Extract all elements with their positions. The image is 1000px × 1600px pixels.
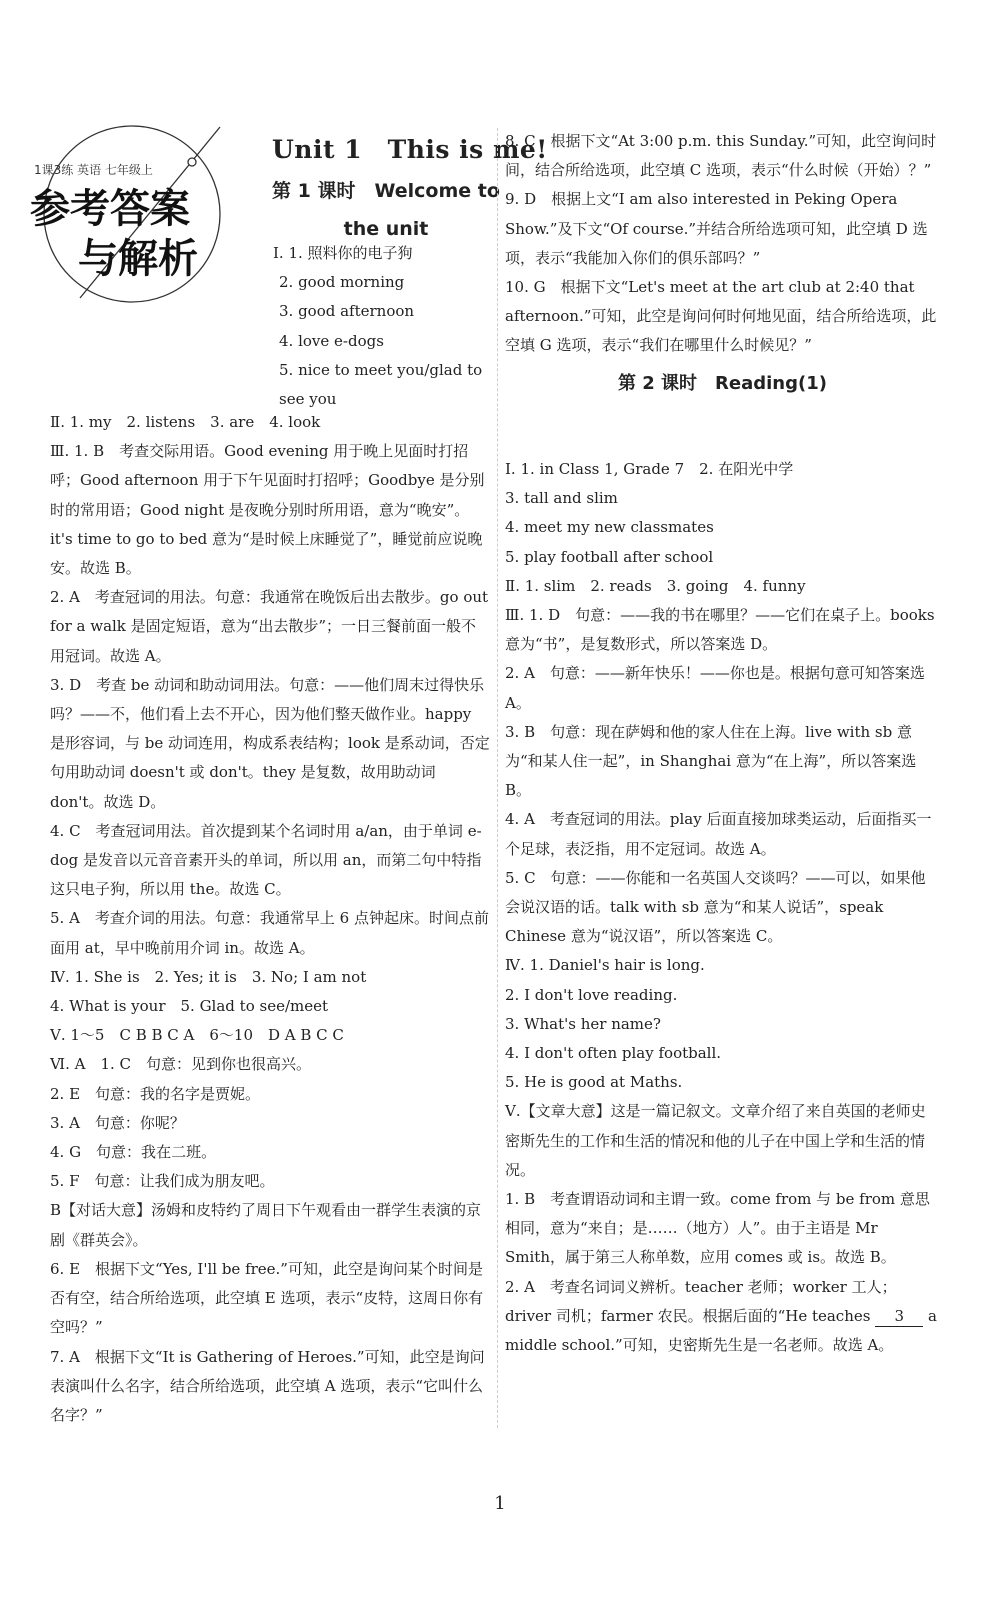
answer-item: B【对话大意】汤姆和皮特约了周日下午观看由一群学生表演的京剧《群英会》。 (50, 1201, 482, 1249)
answer-item: Ⅲ. 1. D 句意：——我的书在哪里？——它们在桌子上。books 意为“书”，是复数形式，所以答案选 D。 (505, 606, 935, 654)
answer-item: Ⅱ. 1. slim 2. reads 3. going 4. funny (505, 576, 806, 595)
answer-item: 4. G 句意：我在二班。 (50, 1143, 217, 1162)
answer-item: Ⅴ. 1～5 C B B C A 6～10 D A B C C (50, 1026, 344, 1045)
answer-line: 3. good afternoon (279, 302, 415, 321)
answer-item: 4. What is your 5. Glad to see/meet (50, 997, 329, 1016)
logo-title-line2: 与解析 (78, 236, 198, 282)
answer-item: 5. A 考查介词的用法。句意：我通常早上 6 点钟起床。时间点前面用 at，早中晚前用介词 in。故选 A。 (50, 909, 489, 957)
answers-column-right (505, 455, 940, 1360)
answer-item: 4. C 考查冠词用法。首次提到某个名词时用 a/an，由于单词 e-dog 是发音以元音音素开头的单词，所以用 an，而第二句中特指这只电子狗，所以用 the。故选 C。 (50, 821, 482, 899)
answer-item: 4. meet my new classmates (505, 518, 714, 537)
answer-item: 2. A 考查冠词的用法。句意：我通常在晚饭后出去散步。go out for a walk 是固定短语，意为“出去散步”；一日三餐前面一般不用冠词。故选 A。 (50, 588, 489, 665)
answer-item: 3. What's her name? (505, 1014, 661, 1033)
answer-item: 3. A 句意：你呢？ (50, 1113, 185, 1132)
answer-item: 7. A 根据下文“It is Gathering of Heroes.”可知，此空是询问表演叫什么名字，结合所给选项，此空填 A 选项，表示“它叫什么名字？” (50, 1347, 485, 1424)
lesson1-title (272, 172, 500, 248)
answer-section-logo (20, 122, 250, 307)
answer-line: 2. good morning (279, 273, 405, 292)
answer-item: Ⅳ. 1. Daniel's hair is long. (505, 956, 705, 975)
column-divider (497, 128, 498, 1428)
answer-item-with-blank (505, 1273, 940, 1361)
circle-logo-icon (20, 122, 250, 307)
unit-heading (272, 130, 548, 248)
answer-item: 2. I don't love reading. (505, 985, 678, 1004)
answer-item: Ⅲ. 1. B 考查交际用语。Good evening 用于晚上见面时打招呼；Good afternoon 用于下午见面时打招呼；Goodbye 是分别时的常用语；Good night 是夜晚分别时所用语，意为“晚安”。it's time to go to bed 意为“是时候上床睡觉了”，睡觉前应说晚安。故选 B。 (50, 442, 485, 578)
answer-item: Ⅱ. 1. my 2. listens 3. are 4. look (50, 413, 321, 431)
answer-item: Ⅳ. 1. She is 2. Yes; it is 3. No; I am not (50, 967, 367, 986)
page-number: 1 (494, 1493, 506, 1514)
answer-item: 9. D 根据上文“I am also interested in Peking Opera Show.”及下文“Of course.”并结合所给选项可知，此空填 D 选项，表示“我能加入你们的俱乐部吗？” (505, 190, 928, 267)
answer-text: 2. A 考查名词词义辨析。teacher 老师；worker 工人；driver 司机；farmer 农民。根据后面的“He teaches (505, 1277, 897, 1325)
answer-line: Ⅰ. 1. 照料你的电子狗 (273, 244, 413, 262)
answer-item: 6. E 根据下文“Yes, I'll be free.”可知，此空是询问某个时间是否有空，结合所给选项，此空填 E 选项，表示“皮特，这周日你有空吗？” (50, 1259, 484, 1337)
logo-title-line1: 参考答案 (30, 186, 190, 232)
answer-item: 2. A 句意：——新年快乐！——你也是。根据句意可知答案选 A。 (505, 664, 925, 712)
answers-column-top-right (505, 127, 940, 401)
answer-line: 5. nice to meet you/glad to (279, 360, 483, 379)
answer-item: 8. C 根据下文“At 3:00 p.m. this Sunday.”可知，此空询问时间，结合所给选项，此空填 C 选项，表示“什么时候（开始）？” (505, 132, 937, 180)
answer-line: 4. love e-dogs (279, 331, 384, 350)
book-label: 1课3练 英语 七年级上 (34, 163, 153, 177)
answer-item: 5. He is good at Maths. (505, 1073, 683, 1092)
answer-item: 2. E 句意：我的名字是贾妮。 (50, 1084, 261, 1103)
fill-blank: 3 (875, 1306, 923, 1327)
lesson2-title: 第 2 课时 Reading(1) (617, 372, 827, 394)
answer-item: 5. play football after school (505, 547, 714, 566)
answer-item: Ⅵ. A 1. C 句意：见到你也很高兴。 (50, 1055, 312, 1074)
answer-item: Ⅰ. 1. in Class 1, Grade 7 2. 在阳光中学 (505, 460, 794, 478)
answers-column-left (50, 408, 490, 1430)
answer-item: 5. F 句意：让我们成为朋友吧。 (50, 1172, 275, 1191)
answer-line: see you (279, 390, 337, 409)
answer-item: 3. B 句意：现在萨姆和他的家人住在上海。live with sb 意为“和某人住一起”，in Shanghai 意为“在上海”，所以答案选 B。 (505, 722, 917, 800)
answer-item: 5. C 句意：——你能和一名英国人交谈吗？——可以，如果他会说汉语的话。talk with sb 意为“和某人说话”，speak Chinese 意为“说汉语”，所以答案选 C。 (505, 868, 926, 946)
answer-item: 4. I don't often play football. (505, 1044, 722, 1063)
answer-item: 3. D 考查 be 动词和助动词用法。句意：——他们周末过得快乐吗？——不，他们看上去不开心，因为他们整天做作业。happy 是形容词，与 be 动词连用，构成系表结构；look 是系动词，否定句用助动词 doesn't 或 don't。they 是复数，故用助动词 don't。故选 D。 (50, 675, 490, 811)
answer-item: 4. A 考查冠词的用法。play 后面直接加球类运动，后面指买一个足球，表泛指，用不定冠词。故选 A。 (505, 810, 932, 858)
lesson1-title-line1: 第 1 课时 Welcome to (272, 180, 500, 202)
answer-item: 10. G 根据下文“Let's meet at the art club at 2:40 that afternoon.”可知，此空是询问何时何地见面，结合所给选项，此空填 G 选项，表示“我们在哪里什么时候见？” (505, 278, 937, 355)
answers-column-top-left (273, 239, 495, 414)
answer-item: 3. tall and slim (505, 489, 618, 508)
answer-item: Ⅴ.【文章大意】这是一篇记叙文。文章介绍了来自英国的老师史密斯先生的工作和生活的情况和他的儿子在中国上学和生活的情况。 (505, 1102, 926, 1179)
unit-title: Unit 1 This is me! (272, 135, 548, 164)
answer-text: a middle school.”可知，史密斯先生是一名老师。故选 A。 (505, 1306, 937, 1355)
lesson1-title-line2: the unit (343, 218, 429, 240)
answer-item: 1. B 考查谓语动词和主谓一致。come from 与 be from 意思相同，意为“来自；是……（地方）人”。由于主语是 Mr Smith，属于第三人称单数，应用 comes 或 is。故选 B。 (505, 1190, 930, 1267)
